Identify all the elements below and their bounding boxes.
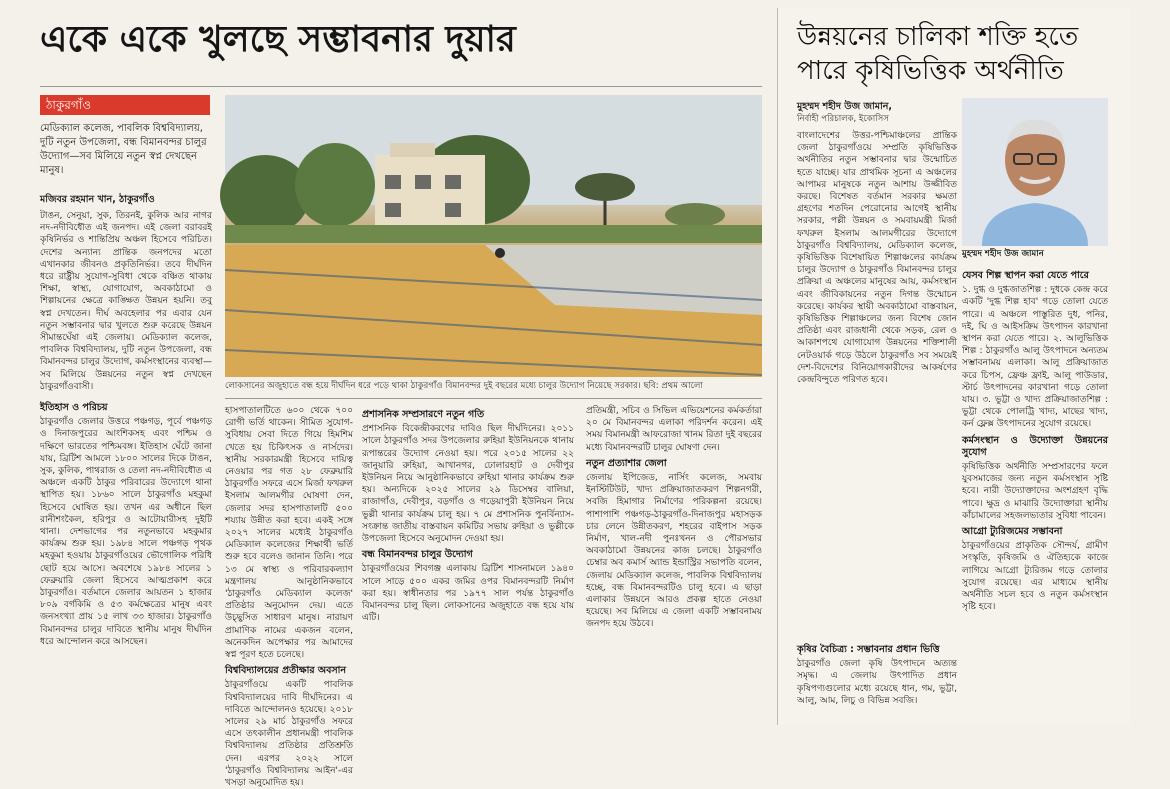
opinion-author: মুহম্মদ শহীদ উজ জামান, <box>797 101 893 112</box>
opinion-author-role: নির্বাহী পরিচালক, ইকোসিস <box>797 114 889 124</box>
opinion-column-1-text-2: ঠাকুরগাঁও জেলা কৃষি উৎপাদনে অত্যন্ত সমৃদ্ধ। এ জেলায় উৎপাদিত প্রধান কৃষিপণ্যগুলোর মধ্যে রয়েছে ধান, গম, ভুট্টা, আলু, আম, লিচু ও বিভিন্ন সবজি। <box>797 659 957 706</box>
opinion-column-1-lower <box>797 640 957 725</box>
opinion-column-1-subhead: কৃষির বৈচিত্র্য : সম্ভাবনার প্রধান ভিত্তি <box>797 644 940 655</box>
column-1-subhead: ইতিহাস ও পরিচয় <box>40 402 108 413</box>
column-1-intro <box>40 210 212 392</box>
column-4-subhead: নতুন প্রত্যাশার জেলা <box>586 457 667 469</box>
portrait-caption: মুহম্মদ শহীদ উজ জামান <box>962 249 1044 259</box>
column-2-text: হাসপাতালটিতে ৬০০ থেকে ৭০০ রোগী ভর্তি থাকেন। সীমিত সুযোগ-সুবিধায় সেবা দিতে গিয়ে হিমশিম খেতে হয় চিকিৎসক ও নার্সদের। স্থানীয় সরকারমন্ত্রী হিসেবে দায়িত্ব নেওয়ার পর গত ২৮ ফেব্রুয়ারি ঠাকুরগাঁও সফরে এসে মির্জা ফখরুল ইসলাম আলমগীর ঘোষণা দেন, জেলার সদর হাসপাতালটি ৫০০ শয্যায় উন্নীত করা হবে। একই সঙ্গে ২০২৭ সালের মধ্যেই ঠাকুরগাঁও মেডিক্যাল কলেজের শিক্ষার্থী ভর্তি শুরু হবে বলেও জানান তিনি। পরে ১৩ মে স্বাস্থ্য ও পরিবারকল্যাণ মন্ত্রণালয় আনুষ্ঠানিকভাবে 'ঠাকুরগাঁও মেডিক্যাল কলেজ' প্রতিষ্ঠার অনুমোদন দেয়। এতে উচ্ছ্বসিত সাধারণ মানুষ। নারায়ণ প্রামাণিক নামের একজন বলেন, অনেকদিন অপেক্ষার পর আমাদের স্বপ্ন পূরণ হতে চলেছে। <box>225 406 353 661</box>
airport-photo <box>225 95 762 377</box>
opinion-column-2-text-2: কৃষিভিত্তিক অর্থনীতি সম্প্রসারণের ফলে যুবসমাজের জন্য নতুন কর্মসংস্থান সৃষ্টি হবে। নারী উদ্যোক্তাদের অংশগ্রহণ বৃদ্ধি পাবে। ক্ষুদ্র ও মাঝারি উদ্যোক্তারা স্থানীয় কাঁচামালের সহজলভ্যতার সুবিধা পাবেন। <box>962 462 1108 521</box>
opinion-column-2-subhead-2: কর্মসংস্থান ও উদ্যোক্তা উন্নয়নের সুযোগ <box>962 434 1108 458</box>
article-lede: মেডিক্যাল কলেজ, পাবলিক বিশ্ববিদ্যালয়, দুটি নতুন উপজেলা, বন্ধ বিমানবন্দর চালুর উদ্যোগ—সব মিলিয়ে নতুন স্বপ্ন দেখছেন মানুষ। <box>40 123 207 176</box>
column-3-subhead-2: বন্ধ বিমানবন্দর চালুর উদ্যোগ <box>362 549 473 561</box>
column-2-subhead: বিশ্ববিদ্যালয়ের প্রতীক্ষার অবসান <box>225 665 347 677</box>
opinion-column-2 <box>962 266 1108 725</box>
column-1-text: ঠাকুরগাঁও জেলার উত্তরে পঞ্চগড়, পূর্বে পঞ্চগড় ও দিনাজপুরের আংশিকসহ এবং পশ্চিম ও দক্ষিণে ভারতের পশ্চিমবঙ্গ। ইতিহাস ঘেঁটে জানা যায়, ব্রিটিশ আমলে ১৮০০ সালের দিকে টাঙন, সুক, কুলিক, পাথরাজ ও তেলা নদ-নদীবিধৌত এ অঞ্চলে একটি ঠাকুর পরিবারের উদ্যোগে থানা স্থাপিত হয়। ১৮৬০ সালে ঠাকুরগাঁও মহকুমা হিসেবে ঘোষিত হয়। তখন এর অধীনে ছিল রানীশংকৈল, হরিপুর ও আটোয়ারীসহ দুইটি থানা। দেশভাগের পর নতুনভাবে মহকুমার কার্যক্রম শুরু হয়। ১৯৮৪ সালে পঞ্চগড় পৃথক মহকুমা হওয়ায় ঠাকুরগাঁওয়ের ভৌগোলিক পরিধি ছোট হয়ে আসে। অবশেষে ১৯৮৪ সালের ১ ফেব্রুয়ারি জেলা হিসেবে আত্মপ্রকাশ করে ঠাকুরগাঁও। বর্তমানে জেলার আয়তন ১ হাজার ৮০৯ বর্গকিমি ও ৫৩ কর্মক্ষেত্রের মানুষ এবং জনসংখ্যা প্রায় ১৫ লাখ ৩৩ হাজার। ঠাকুরগাঁও বিমানবন্দর চালুর দাবিতে স্থানীয় মানুষ দীর্ঘদিন ধরে আন্দোলন করে আসছেন। <box>40 417 212 647</box>
airport-photo-illustration <box>225 95 762 377</box>
column-4-text: জেলায় ইপিজেড, নার্সিং কলেজ, সমবায় ইনস্টিটিউট, খাদ্য প্রক্রিয়াজাতকরণ শিল্পনগরী, সবজি হিমাগার নির্মাণের পরিকল্পনা রয়েছে। পাশাপাশি পঞ্চগড়-ঠাকুরগাঁও-দিনাজপুর মহাসড়ক চার লেনে উন্নীতকরণ, শহরের বাইপাস সড়ক নির্মাণ, খাল-নদী পুনঃখনন ও পৌরসভার অবকাঠামো উন্নয়নের কাজ চলছে। ঠাকুরগাঁও চেম্বার অব কমার্স অ্যান্ড ইন্ডাস্ট্রির সভাপতি বলেন, জেলায় মেডিক্যাল কলেজ, পাবলিক বিশ্ববিদ্যালয় হচ্ছে, বন্ধ বিমানবন্দরটিও চালু হবে। এ ছাড়া এলাকার উন্নয়নে আরও প্রকল্প হাতে নেওয়া হয়েছে। সব মিলিয়ে এ জেলা একটি সম্ভাবনাময় জনপদ হয়ে উঠবে। <box>586 473 762 630</box>
column-4-intro: প্রতিমন্ত্রী, সচিব ও সিভিল এভিয়েশনের কর্মকর্তারা ২০ মে বিমানবন্দর এলাকা পরিদর্শন করেন। এই সময় বিমানমন্ত্রী আফরোজা খানম রিতা দুই বছরের মধ্যে বিমানবন্দরটি চালুর ঘোষণা দেন। <box>586 406 762 453</box>
divider <box>40 86 762 87</box>
author-portrait <box>962 98 1108 246</box>
opinion-column-2-text: ১. দুগ্ধ ও দুগ্ধজাতশিল্প : দুধকে কেন্দ্র করে একটি 'দুগ্ধ শিল্প হাব' গড়ে তোলা যেতে পারে। এ অঞ্চলে পাস্তুরিত দুধ, পনির, দই, ঘি ও আইসক্রিম উৎপাদন কারখানা স্থাপন করা যেতে পারে। ২. আলুভিত্তিক শিল্প : ঠাকুরগাঁও আলু উৎপাদনে অন্যতম সম্ভাবনাময় এলাকা। আলু প্রক্রিয়াজাত করে চিপস, ফ্রেঞ্চ ফ্রাই, আলু পাউডার, স্টার্চ উৎপাদনের কারখানা গড়ে তোলা যায়। ৩. ভুট্টা ও খাদ্য প্রক্রিয়াজাতশিল্প : ভুট্টা থেকে পোলট্রি খাদ্য, মাছের খাদ্য, কর্ন ফ্লেক্স উৎপাদনের সুযোগ রয়েছে। <box>962 285 1108 430</box>
section-tag: ঠাকুরগাঁও <box>40 95 210 115</box>
column-2 <box>225 405 353 789</box>
column-4 <box>586 405 762 725</box>
photo-caption: লোকসানের অজুহাতে বন্ধ হয়ে দীর্ঘদিন ধরে পড়ে থাকা ঠাকুরগাঁও বিমানবন্দর দুই বছরের মধ্যে চালুর উদ্যোগ নিয়েছে সরকার। ছবি: প্রথম আলো <box>225 381 703 391</box>
author-portrait-illustration <box>962 98 1108 246</box>
article-byline: মজিবর রহমান খান, ঠাকুরগাঁও <box>40 194 155 205</box>
opinion-column-1 <box>797 130 957 640</box>
column-3-subhead: প্রশাসনিক সম্প্রসারণে নতুন গতি <box>362 409 485 420</box>
column-1 <box>40 398 212 725</box>
column-2-text-2: ঠাকুরগাঁওয়ে একটি পাবলিক বিশ্ববিদ্যালয়ের দাবি দীর্ঘদিনের। এ দাবিতে আন্দোলনও হয়েছে। ২০১৮ সালের ২৯ মার্চ ঠাকুরগাঁও সফরে এসে তৎকালীন প্রধানমন্ত্রী পাবলিক বিশ্ববিদ্যালয় প্রতিষ্ঠার প্রতিশ্রুতি দেন। এরপর ২০২২ সালে 'ঠাকুরগাঁও বিশ্ববিদ্যালয় আইন'-এর খসড়া অনুমোদিত হয়। <box>225 680 353 789</box>
main-headline: একে একে খুলছে সম্ভাবনার দুয়ার <box>40 18 516 60</box>
opinion-column-2-subhead: যেসব শিল্প স্থাপন করা যেতে পারে <box>962 270 1089 281</box>
opinion-column-1-text: বাংলাদেশের উত্তর-পশ্চিমাঞ্চলের প্রান্তিক জেলা ঠাকুরগাঁওয়ে সম্প্রতি কৃষিভিত্তিক অর্থনীতির নতুন সম্ভাবনার দ্বার উন্মোচিত হতে যাচ্ছে। যার প্রাথমিক সূচনা এ অঞ্চলের আপামর মানুষকে নতুন আশায় উজ্জীবিত করছে। বিশেষত বর্তমান সরকার ক্ষমতা গ্রহণের শতদিন পেরোনোর আগেই স্থানীয় সরকার, পল্লী উন্নয়ন ও সমবায়মন্ত্রী মির্জা ফখরুল ইসলাম আলমগীরের উদ্যোগে ঠাকুরগাঁও বিশ্ববিদ্যালয়, মেডিক্যাল কলেজ, কৃষিভিত্তিক বিশেষায়িত শিল্পাঞ্চলের কার্যক্রম চালুর উদ্যোগ ও ঠাকুরগাঁও বিমানবন্দর চালুর প্রক্রিয়া এ অঞ্চলের মানুষের আয়, কর্মসংস্থান এবং জীবিকায়নের নতুন দিগন্ত উন্মোচন করেছে। কার্যকর স্থায়ী অবকাঠামো বাস্তবায়ন, কৃষিভিত্তিক শিল্পাঞ্চলের জন্য বিশেষ জোন প্রতিষ্ঠা এবং রাজধানী থেকে সড়ক, রেল ও আকাশপথে যোগাযোগ উন্নয়নের শক্তিশালী নেটওয়ার্ক গড়ে উঠলে ঠাকুরগাঁও সব সময়েই দেশ-বিদেশের বিনিয়োগকারীদের আকর্ষণের কেন্দ্রবিন্দুতে পরিণত হবে। <box>797 131 957 386</box>
column-3 <box>362 405 574 725</box>
opinion-column-2-text-3: ঠাকুরগাঁওয়ের প্রাকৃতিক সৌন্দর্য, গ্রামীণ সংস্কৃতি, কৃষিজমি ও ঐতিহ্যকে কাজে লাগিয়ে আগ্রো ট্যুরিজম গড়ে তোলার সুযোগ রয়েছে। এর মাধ্যমে স্থানীয় অর্থনীতি সচল হবে ও নতুন কর্মসংস্থান সৃষ্টি হবে। <box>962 541 1108 613</box>
divider <box>225 398 762 399</box>
opinion-headline: উন্নয়নের চালিকা শক্তি হতে পারে কৃষিভিত্তিক অর্থনীতি <box>797 22 1079 86</box>
column-1-intro-text: টাঙন, সেনুয়া, সুক, তিরনই, কুলিক আর নাগর নদ-নদীবিধৌত এই জনপদ। এই জেলা বরাবরই কৃষিনির্ভর ও শান্তিপ্রিয় অঞ্চল হিসেবে পরিচিত। দেশের অন্যান্য প্রান্তিক জনপদের মতো এখানকার জীবনও প্রকৃতিনির্ভর। তবে দীর্ঘদিন ধরে রাষ্ট্রীয় সুযোগ-সুবিধা থেকে বঞ্চিত থাকায় শিক্ষা, স্বাস্থ্য, যোগাযোগ, অবকাঠামো ও শিল্পায়নের ক্ষেত্রে কাঙ্ক্ষিত উন্নয়ন হয়নি। তবু স্বপ্ন দেখতেন। দীর্ঘ অবহেলার পর এবার যেন নতুন সম্ভাবনার দ্বার খুলতে শুরু করেছে উন্নয়ন সীমান্তঘেঁষা এই জেলায়। মেডিক্যাল কলেজ, পাবলিক বিশ্ববিদ্যালয়, দুটি নতুন উপজেলা, বন্ধ বিমানবন্দর চালুর উদ্যোগ, কর্মসংস্থানের ব্যবস্থা—সব মিলিয়ে উন্নয়নের নতুন স্বপ্ন দেখছেন ঠাকুরগাঁওবাসী। <box>40 211 212 392</box>
column-3-text: প্রশাসনিক বিকেন্দ্রীকরণের দাবিও ছিল দীর্ঘদিনের। ২০১১ সালে ঠাকুরগাঁও সদর উপজেলার রুহিয়া ইউনিয়নকে থানায় রূপান্তরের উদ্যোগ নেওয়া হয়। পরে ২০১৫ সালের ২২ জানুয়ারি রুহিয়া, আখানগর, ঢোলারহাট ও দেবীপুর ইউনিয়ন নিয়ে আনুষ্ঠানিকভাবে রুহিয়া থানার কার্যক্রম শুরু হয়। অন্যদিকে ২০২৫ সালের ২৯ ডিসেম্বর বালিয়া, রাজাগাঁও, দেবীপুর, বড়গাঁও ও গড়েয়াপুরী ইউনিয়ন নিয়ে ভুল্লী থানার কার্যক্রম চালু হয়। ৭ মে প্রশাসনিক পুনর্বিন্যাস-সংক্রান্ত জাতীয় বাস্তবায়ন কমিটির সভায় রুহিয়া ও ভুল্লীকে উপজেলা হিসেবে অনুমোদন দেওয়া হয়। <box>362 424 574 545</box>
column-3-text-2: ঠাকুরগাঁওয়ের শিবগঞ্জ এলাকায় ব্রিটিশ শাসনামলে ১৯৪০ সালে সাড়ে ৫০০ একর জমির ওপর বিমানবন্দরটি নির্মাণ করা হয়। স্বাধীনতার পর ১৯৭৭ সাল পর্যন্ত ঠাকুরগাঁও বিমানবন্দর চালু ছিল। লোকসানের অজুহাতে বন্ধ হয়ে যায় এটি। <box>362 564 574 624</box>
opinion-column-2-subhead-3: আগ্রো ট্যুরিজমের সম্ভাবনা <box>962 526 1063 538</box>
